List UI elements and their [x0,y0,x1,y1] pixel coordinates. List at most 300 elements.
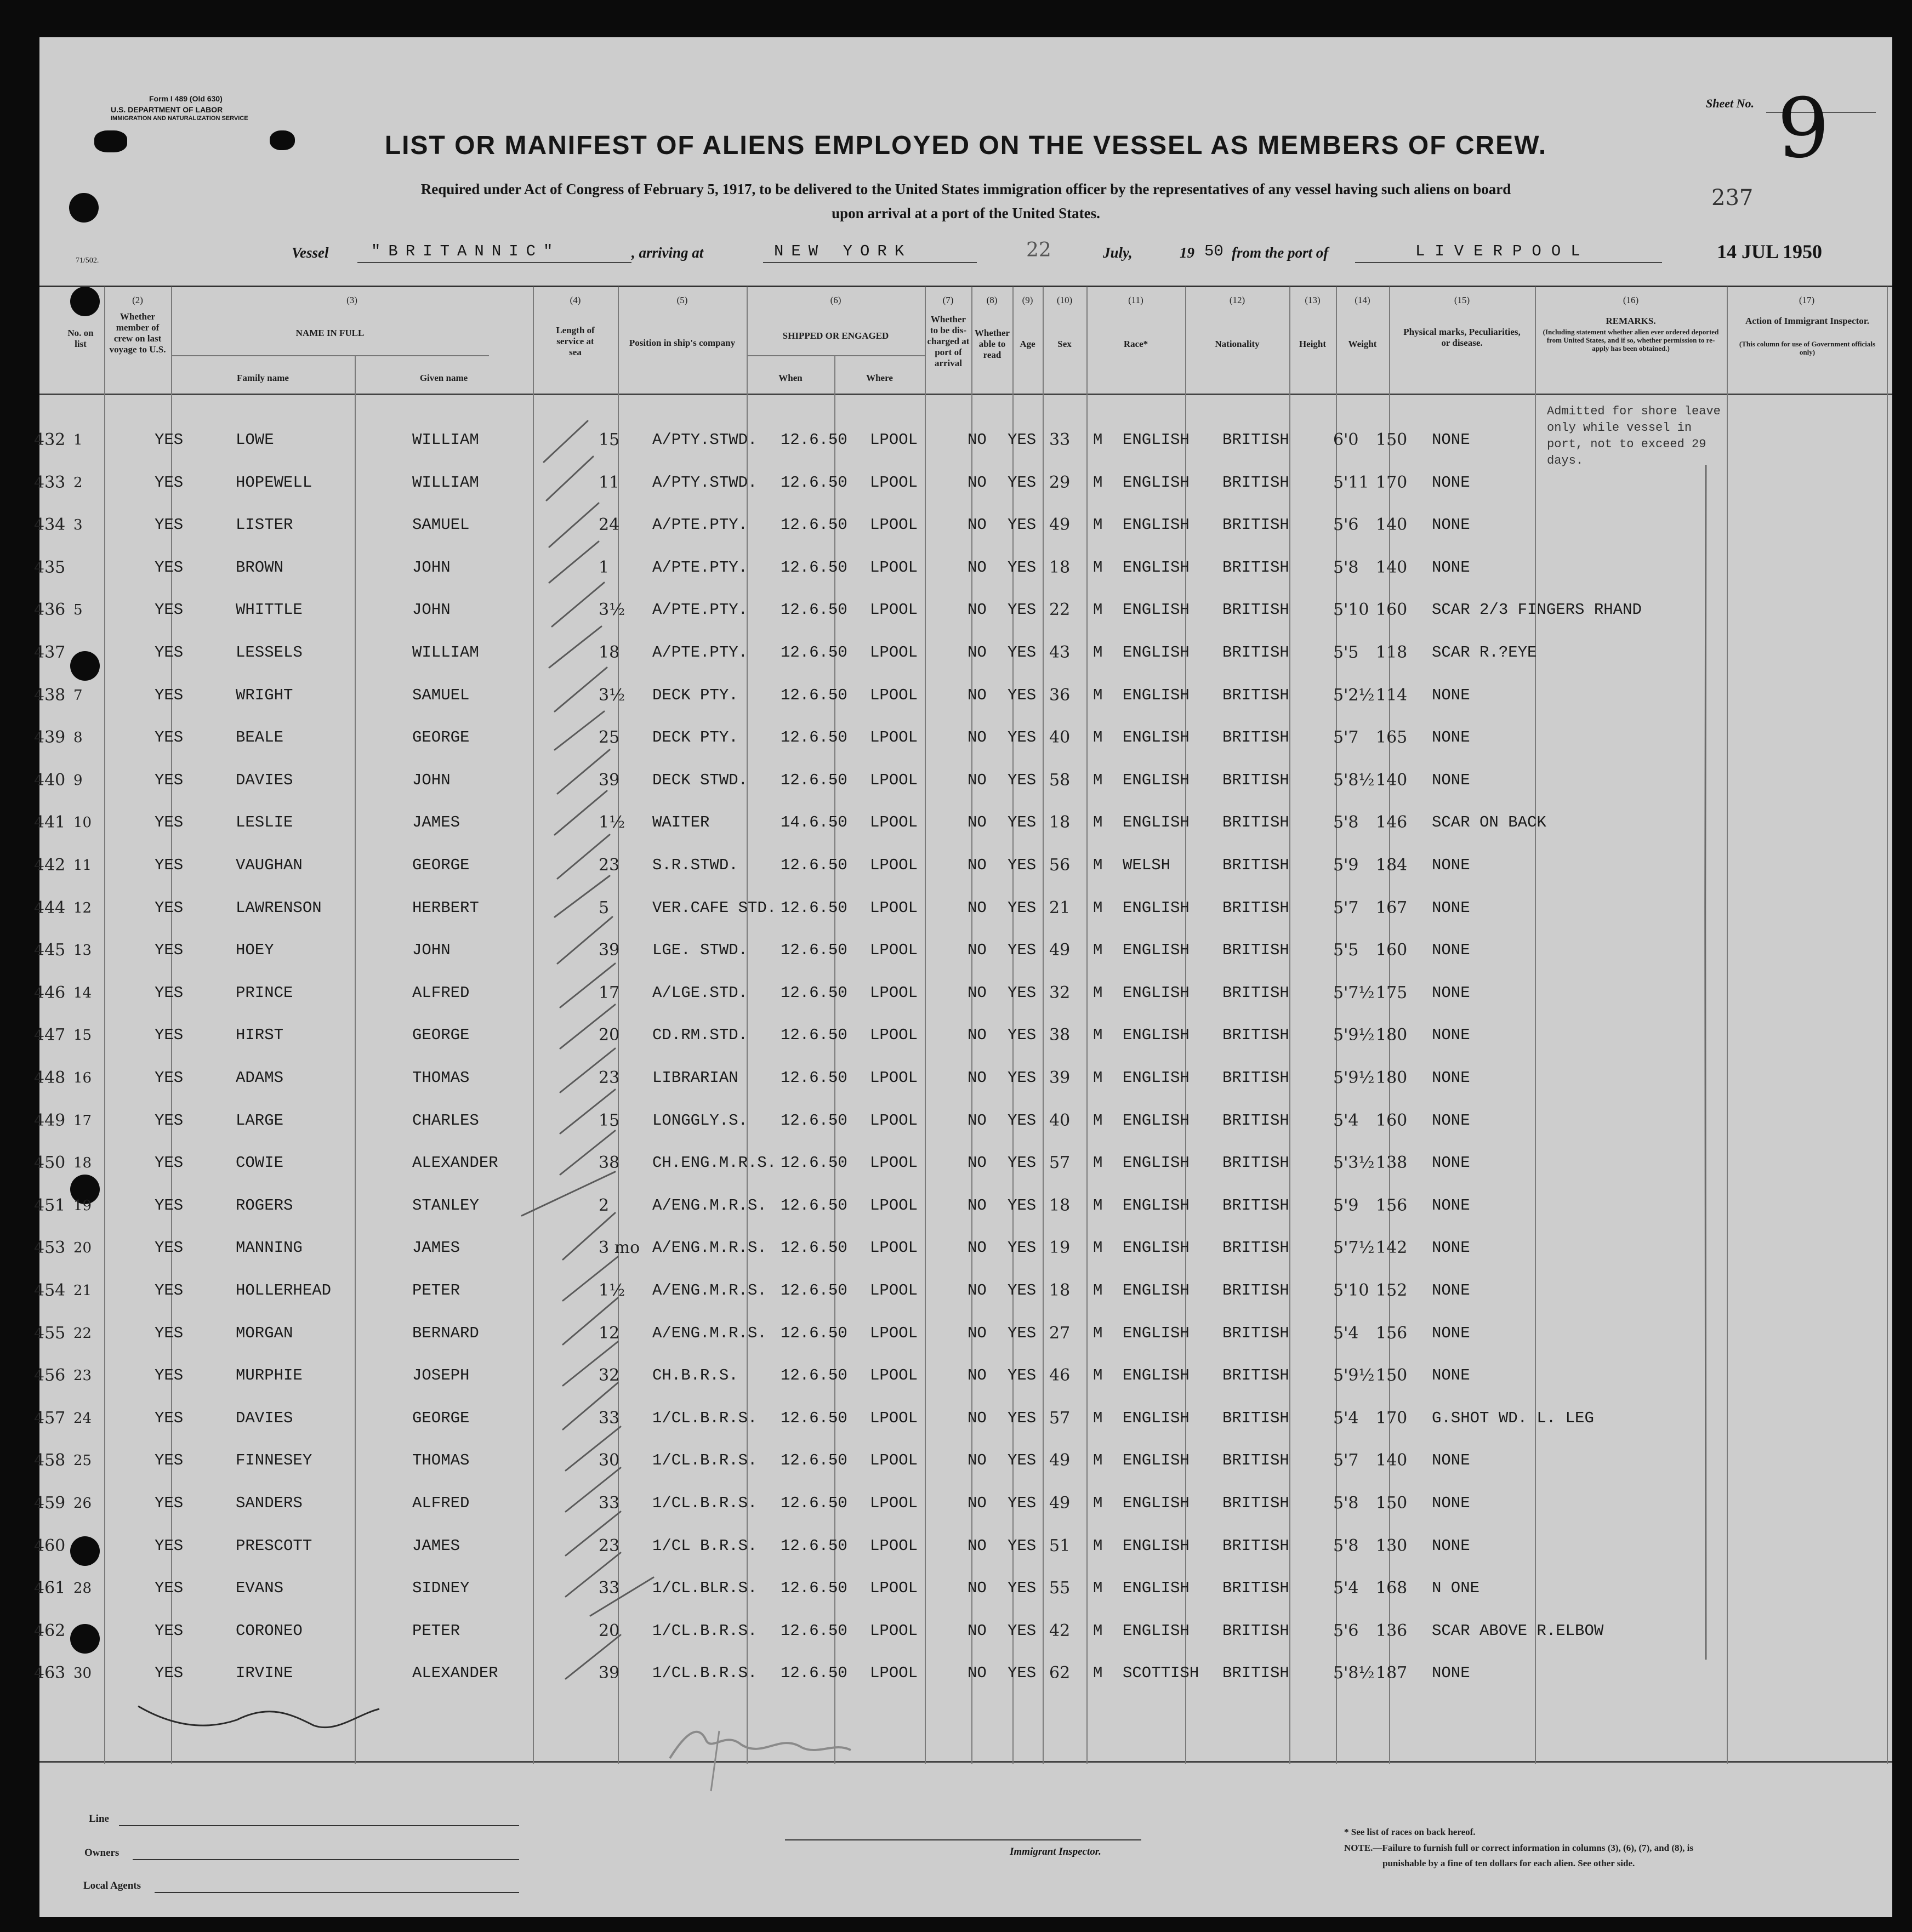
weight-cell: 170 [1376,1409,1408,1428]
physical-marks-cell: NONE [1432,1366,1470,1384]
nationality-cell: BRITISH [1222,728,1289,746]
family-name-cell: VAUGHAN [236,856,303,874]
position-cell: A/PTE.PTY. [652,601,748,619]
position-cell: A/ENG.M.R.S. [652,1239,767,1257]
age-cell: 33 [1049,430,1071,449]
age-cell: 49 [1049,515,1071,534]
crew-last-voyage-cell: YES [155,1281,184,1300]
position-cell: CH.B.R.S. [652,1366,738,1384]
discharged-cell: NO [968,1579,987,1597]
given-name-cell: GEORGE [412,1409,470,1427]
weight-cell: 152 [1376,1281,1408,1300]
line-number: 11 [73,857,92,874]
discharged-cell: NO [968,813,987,831]
position-cell: WAITER [652,813,710,831]
service-length-cell: 1 [599,558,610,577]
race-cell: ENGLISH [1123,1026,1190,1044]
age-cell: 56 [1049,856,1071,875]
service-length-cell: 15 [599,1111,620,1130]
col-num: (13) [1305,295,1321,305]
race-cell: ENGLISH [1123,941,1190,959]
sex-cell: M [1093,1324,1103,1342]
shipped-when-cell: 12.6.50 [781,1069,847,1087]
col-num: (8) [986,295,998,305]
physical-marks-cell: NONE [1432,474,1470,492]
shipped-where-cell: LPOOL [870,1622,918,1640]
header-physical-marks: Physical marks, Peculiarities, or disease. [1403,327,1521,348]
nationality-cell: BRITISH [1222,856,1289,874]
stamp-number: 237 [1711,185,1754,210]
service-length-cell: 3 mo [599,1238,640,1257]
able-to-read-cell: YES [1008,771,1037,789]
sex-cell: M [1093,474,1103,492]
service-length-cell: 3½ [599,686,625,705]
shipped-when-cell: 12.6.50 [781,1579,847,1597]
age-cell: 43 [1049,643,1071,662]
family-name-cell: IRVINE [236,1664,293,1682]
physical-marks-cell: SCAR 2/3 FINGERS RHAND [1432,601,1642,619]
weight-cell: 168 [1376,1578,1408,1598]
age-cell: 18 [1049,558,1071,577]
discharged-cell: NO [968,431,987,449]
nationality-cell: BRITISH [1222,1154,1289,1172]
shipped-where-cell: LPOOL [870,601,918,619]
shipped-when-cell: 12.6.50 [781,1664,847,1682]
physical-marks-cell: NONE [1432,941,1470,959]
list-number: 435 [34,558,66,577]
race-cell: ENGLISH [1123,431,1190,449]
col-num: (14) [1355,295,1370,305]
height-cell: 5'10 [1333,600,1369,619]
position-cell: CH.ENG.M.R.S. [652,1154,777,1172]
height-cell: 5'7 [1333,1451,1359,1470]
service-length-cell: 20 [599,1025,620,1045]
family-name-cell: COWIE [236,1154,284,1172]
header-remarks-note: (Including statement whether alien ever ordered deported from United States, and if so, whether permission to re-apply has been obtained.) [1543,328,1719,352]
weight-cell: 160 [1376,1111,1408,1130]
family-name-cell: ADAMS [236,1069,284,1087]
sex-cell: M [1093,558,1103,577]
physical-marks-cell: G.SHOT WD. L. LEG [1432,1409,1594,1427]
shipped-when-cell: 12.6.50 [781,686,847,704]
discharged-cell: NO [968,643,987,662]
race-cell: ENGLISH [1123,1196,1190,1215]
given-name-cell: GEORGE [412,1026,470,1044]
col-num: (7) [942,295,954,305]
nationality-cell: BRITISH [1222,1366,1289,1384]
height-cell: 5'4 [1333,1578,1359,1598]
nationality-cell: BRITISH [1222,1112,1289,1130]
shipped-when-cell: 12.6.50 [781,1366,847,1384]
crew-last-voyage-cell: YES [155,1112,184,1130]
position-cell: A/LGE.STD. [652,984,748,1002]
nationality-cell: BRITISH [1222,516,1289,534]
footer-agents-rule [155,1892,519,1893]
weight-cell: 150 [1376,430,1408,449]
weight-cell: 184 [1376,856,1408,875]
crew-last-voyage-cell: YES [155,1451,184,1469]
height-cell: 5'7 [1333,898,1359,917]
age-cell: 49 [1049,1451,1071,1470]
physical-marks-cell: NONE [1432,1196,1470,1215]
discharged-cell: NO [968,984,987,1002]
shipped-where-cell: LPOOL [870,558,918,577]
arrival-day: 22 [1026,239,1051,261]
crew-last-voyage-cell: YES [155,431,184,449]
nationality-cell: BRITISH [1222,984,1289,1002]
physical-marks-cell: NONE [1432,984,1470,1002]
crew-last-voyage-cell: YES [155,1366,184,1384]
able-to-read-cell: YES [1008,1324,1037,1342]
shipped-when-cell: 12.6.50 [781,856,847,874]
nationality-cell: BRITISH [1222,941,1289,959]
footer-line-label: Line [89,1813,109,1825]
shipped-when-cell: 12.6.50 [781,899,847,917]
able-to-read-cell: YES [1008,941,1037,959]
header-nationality: Nationality [1215,339,1260,349]
col-num: (12) [1229,295,1245,305]
line-number: 14 [73,985,92,1001]
race-cell: ENGLISH [1123,1494,1190,1512]
physical-marks-cell: NONE [1432,899,1470,917]
shipped-where-cell: LPOOL [870,984,918,1002]
given-name-cell: JAMES [412,1239,460,1257]
service-length-cell: 23 [599,856,620,875]
race-cell: ENGLISH [1123,771,1190,789]
weight-cell: 187 [1376,1663,1408,1683]
line-number: 13 [73,942,92,959]
race-cell: ENGLISH [1123,516,1190,534]
col-num: (6) [830,295,841,305]
shipped-where-cell: LPOOL [870,1579,918,1597]
penalty-note-1: NOTE.—Failure to furnish full or correct information in columns (3), (6), (7), and (8), is [1344,1843,1694,1853]
physical-marks-cell: NONE [1432,1451,1470,1469]
col-num: (10) [1056,295,1073,305]
nationality-cell: BRITISH [1222,1579,1289,1597]
footer-owners-label: Owners [84,1847,120,1859]
list-number: 454 [34,1281,66,1300]
shipped-when-cell: 12.6.50 [781,1494,847,1512]
physical-marks-cell: NONE [1432,1537,1470,1555]
family-name-cell: LESSELS [236,643,303,662]
crew-last-voyage-cell: YES [155,1196,184,1215]
height-cell: 5'8 [1333,813,1359,832]
age-cell: 49 [1049,1494,1071,1513]
weight-cell: 150 [1376,1366,1408,1385]
shipped-when-cell: 12.6.50 [781,1112,847,1130]
shipped-where-cell: LPOOL [870,1537,918,1555]
weight-cell: 140 [1376,1451,1408,1470]
line-number: 8 [73,730,83,746]
nationality-cell: BRITISH [1222,1664,1289,1682]
given-name-cell: WILLIAM [412,474,479,492]
physical-marks-cell: SCAR R.?EYE [1432,643,1537,662]
list-number: 448 [34,1068,66,1087]
able-to-read-cell: YES [1008,1366,1037,1384]
given-name-cell: SIDNEY [412,1579,470,1597]
weight-cell: 130 [1376,1536,1408,1555]
discharged-cell: NO [968,474,987,492]
physical-marks-cell: NONE [1432,1112,1470,1130]
physical-marks-cell: NONE [1432,558,1470,577]
age-cell: 42 [1049,1621,1071,1640]
sex-cell: M [1093,771,1103,789]
crew-last-voyage-cell: YES [155,1026,184,1044]
age-cell: 51 [1049,1536,1071,1555]
given-name-cell: BERNARD [412,1324,479,1342]
inspector-label: Immigrant Inspector. [1010,1846,1101,1857]
discharged-cell: NO [968,1196,987,1215]
sex-cell: M [1093,1409,1103,1427]
service-length-cell: 17 [599,983,620,1002]
physical-marks-cell: NONE [1432,1026,1470,1044]
service-length-cell: 3½ [599,600,625,619]
age-cell: 32 [1049,983,1071,1002]
vessel-label: Vessel [292,244,329,261]
physical-marks-cell: NONE [1432,516,1470,534]
able-to-read-cell: YES [1008,1451,1037,1469]
position-cell: LGE. STWD. [652,941,748,959]
race-cell: ENGLISH [1123,813,1190,831]
subtitle-line-1: Required under Act of Congress of February 5, 1917, to be delivered to the United States immigration officer by the representatives of any vessel having such aliens on board [420,181,1511,197]
line-number: 15 [73,1027,92,1044]
shipped-when-cell: 12.6.50 [781,516,847,534]
shipped-where-cell: LPOOL [870,1494,918,1512]
sex-cell: M [1093,728,1103,746]
family-name-cell: LAWRENSON [236,899,322,917]
inspector-signature-rule [785,1839,1141,1840]
height-cell: 5'9 [1333,856,1359,875]
able-to-read-cell: YES [1008,1112,1037,1130]
discharged-cell: NO [968,1239,987,1257]
able-to-read-cell: YES [1008,1239,1037,1257]
service-name: IMMIGRATION AND NATURALIZATION SERVICE [111,115,248,122]
header-given-name: Given name [419,373,468,383]
col-num: (16) [1623,295,1639,305]
shipped-where-cell: LPOOL [870,1409,918,1427]
department-name: U.S. DEPARTMENT OF LABOR [111,105,223,114]
given-name-cell: GEORGE [412,728,470,746]
line-number: 23 [73,1367,92,1384]
family-name-cell: DAVIES [236,1409,293,1427]
discharged-cell: NO [968,899,987,917]
able-to-read-cell: YES [1008,856,1037,874]
sex-cell: M [1093,1494,1103,1512]
discharged-cell: NO [968,1537,987,1555]
list-number: 460 [34,1536,66,1555]
list-number: 432 [34,430,66,449]
weight-cell: 140 [1376,558,1408,577]
list-number: 451 [34,1196,66,1215]
shipped-where-cell: LPOOL [870,516,918,534]
sheet-number: 9 [1777,81,1830,176]
able-to-read-cell: YES [1008,516,1037,534]
age-cell: 58 [1049,771,1071,790]
line-number: 18 [73,1155,92,1171]
sex-cell: M [1093,1664,1103,1682]
given-name-cell: WILLIAM [412,431,479,449]
nationality-cell: BRITISH [1222,643,1289,662]
sex-cell: M [1093,1196,1103,1215]
family-name-cell: EVANS [236,1579,284,1597]
nationality-cell: BRITISH [1222,1026,1289,1044]
given-name-cell: JOHN [412,601,451,619]
able-to-read-cell: YES [1008,1664,1037,1682]
header-name-in-full: NAME IN FULL [295,328,365,338]
family-name-cell: WHITTLE [236,601,303,619]
service-length-cell: 1½ [599,1281,625,1300]
height-cell: 5'7 [1333,728,1359,747]
family-name-cell: HOPEWELL [236,474,312,492]
race-cell: ENGLISH [1123,1537,1190,1555]
shipped-where-cell: LPOOL [870,1069,918,1087]
race-cell: ENGLISH [1123,1154,1190,1172]
line-number: 16 [73,1070,92,1086]
shipped-where-cell: LPOOL [870,1196,918,1215]
family-name-cell: SANDERS [236,1494,303,1512]
position-cell: 1/CL B.R.S. [652,1537,758,1555]
weight-cell: 136 [1376,1621,1408,1640]
race-cell: ENGLISH [1123,1579,1190,1597]
given-name-cell: JOHN [412,941,451,959]
shipped-where-cell: LPOOL [870,1154,918,1172]
header-inspector-action: Action of Immigrant Inspector. [1745,316,1870,326]
discharged-cell: NO [968,601,987,619]
line-number: 7 [73,687,83,704]
race-cell: WELSH [1123,856,1171,874]
col-num: (2) [132,295,143,305]
given-name-cell: THOMAS [412,1069,470,1087]
able-to-read-cell: YES [1008,1196,1037,1215]
race-cell: ENGLISH [1123,1069,1190,1087]
age-cell: 55 [1049,1578,1071,1598]
given-name-cell: PETER [412,1622,460,1640]
height-cell: 5'8 [1333,1536,1359,1555]
list-number: 444 [34,898,66,917]
given-name-cell: JOHN [412,558,451,577]
weight-cell: 175 [1376,983,1408,1002]
discharged-cell: NO [968,1069,987,1087]
age-cell: 40 [1049,728,1071,747]
discharged-cell: NO [968,1622,987,1640]
service-length-cell: 1½ [599,813,625,832]
race-cell: ENGLISH [1123,686,1190,704]
race-cell: ENGLISH [1123,1324,1190,1342]
given-name-cell: WILLIAM [412,643,479,662]
crew-last-voyage-cell: YES [155,474,184,492]
list-number: 463 [34,1663,66,1683]
crew-last-voyage-cell: YES [155,1494,184,1512]
closing-squiggle [138,1706,379,1728]
header-discharged: Whether to be dis-charged at port of arrival [927,314,970,368]
age-cell: 40 [1049,1111,1071,1130]
list-number: 440 [34,771,66,790]
service-length-cell: 33 [599,1409,620,1428]
height-cell: 5'8½ [1333,771,1375,790]
shipped-when-cell: 12.6.50 [781,1154,847,1172]
discharged-cell: NO [968,1366,987,1384]
position-cell: A/PTE.PTY. [652,643,748,662]
list-number: 461 [34,1578,66,1598]
crew-last-voyage-cell: YES [155,1537,184,1555]
position-cell: A/PTE.PTY. [652,558,748,577]
shipped-when-cell: 12.6.50 [781,1239,847,1257]
col-num: (4) [570,295,581,305]
service-length-cell: 25 [599,728,620,747]
discharged-cell: NO [968,856,987,874]
footer-agents-label: Local Agents [83,1880,141,1891]
given-name-cell: ALFRED [412,1494,470,1512]
family-name-cell: LARGE [236,1112,284,1130]
header-sex: Sex [1057,339,1072,349]
service-length-cell: 33 [599,1494,620,1513]
shipped-when-cell: 12.6.50 [781,941,847,959]
height-cell: 5'9½ [1333,1366,1375,1385]
nationality-cell: BRITISH [1222,1409,1289,1427]
sex-cell: M [1093,431,1103,449]
crew-last-voyage-cell: YES [155,1154,184,1172]
height-cell: 5'2½ [1333,686,1375,705]
family-name-cell: FINNESEY [236,1451,312,1469]
discharged-cell: NO [968,1451,987,1469]
family-name-cell: BEALE [236,728,284,746]
height-cell: 5'5 [1333,941,1359,960]
line-number: 3 [73,517,83,533]
nationality-cell: BRITISH [1222,1324,1289,1342]
penalty-note-2: punishable by a fine of ten dollars for each alien. See other side. [1382,1858,1635,1868]
crew-last-voyage-cell: YES [155,516,184,534]
discharged-cell: NO [968,1664,987,1682]
race-cell: ENGLISH [1123,1622,1190,1640]
family-name-cell: LOWE [236,431,274,449]
race-cell: ENGLISH [1123,1451,1190,1469]
sex-cell: M [1093,1579,1103,1597]
sheet-label: Sheet No. [1706,96,1754,110]
family-name-cell: BROWN [236,558,284,577]
service-length-cell: 39 [599,1663,620,1683]
shipped-where-cell: LPOOL [870,1112,918,1130]
weight-cell: 180 [1376,1068,1408,1087]
arrival-year-suffix: 50 [1204,242,1224,260]
given-name-cell: SAMUEL [412,686,470,704]
shipped-where-cell: LPOOL [870,643,918,662]
weight-cell: 167 [1376,898,1408,917]
list-number: 458 [34,1451,66,1470]
service-length-cell: 33 [599,1578,620,1598]
nationality-cell: BRITISH [1222,899,1289,917]
page-title: LIST OR MANIFEST OF ALIENS EMPLOYED ON THE VESSEL AS MEMBERS OF CREW. [384,131,1547,160]
service-length-cell: 39 [599,771,620,790]
discharged-cell: NO [968,1112,987,1130]
family-name-cell: ROGERS [236,1196,293,1215]
header-where: Where [866,373,893,383]
service-length-cell: 5 [599,898,610,917]
signature-stroke [711,1731,719,1791]
sex-cell: M [1093,601,1103,619]
weight-cell: 114 [1376,686,1408,705]
age-cell: 19 [1049,1238,1071,1257]
weight-cell: 138 [1376,1153,1408,1172]
position-cell: 1/CL.B.R.S. [652,1494,758,1512]
race-cell: ENGLISH [1123,1409,1190,1427]
shipped-when-cell: 12.6.50 [781,558,847,577]
list-number: 446 [34,983,66,1002]
height-cell: 5'8½ [1333,1663,1375,1683]
family-name-cell: HOLLERHEAD [236,1281,332,1300]
shipped-where-cell: LPOOL [870,474,918,492]
able-to-read-cell: YES [1008,1579,1037,1597]
nationality-cell: BRITISH [1222,1451,1289,1469]
